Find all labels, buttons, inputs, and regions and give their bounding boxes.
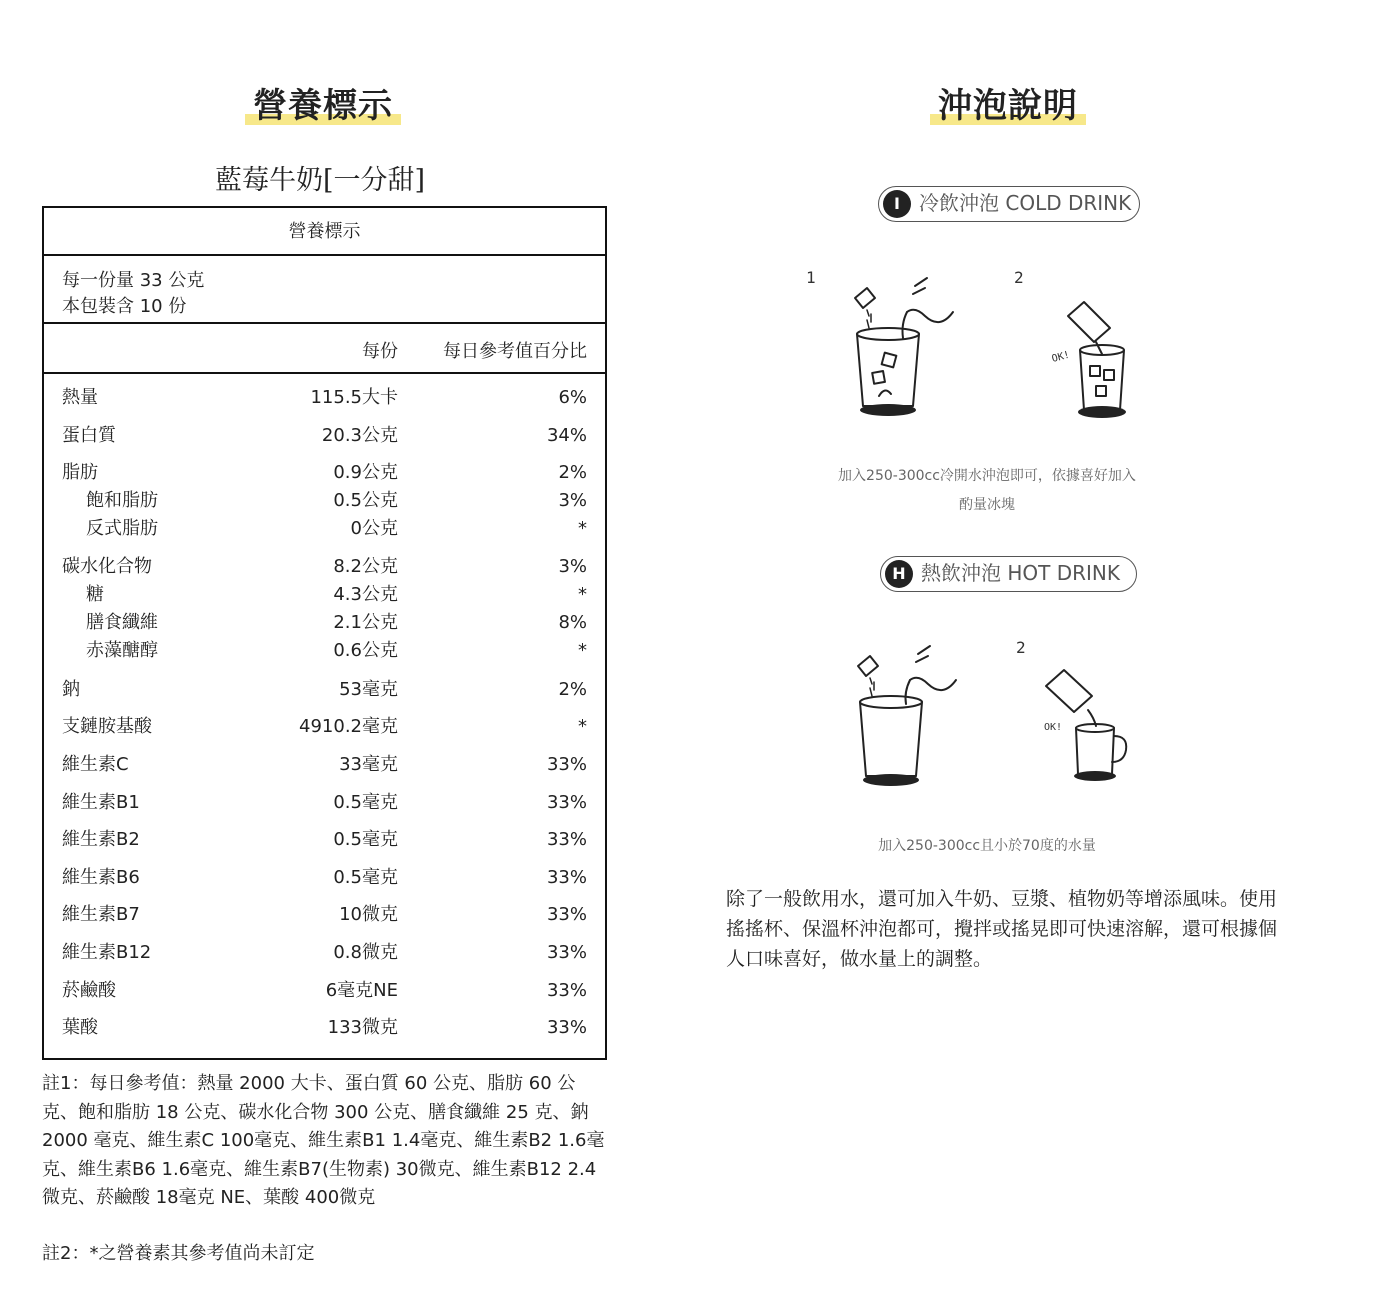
cold-step-1-number: 1 [806, 268, 816, 287]
nutrient-percent: * [578, 584, 587, 605]
hot-caption: 加入250-300cc且小於70度的水量 [878, 838, 1096, 854]
cold-pour-icon [845, 276, 965, 421]
hot-pour-icon [848, 648, 968, 793]
nutrient-value: 115.5大卡 [310, 387, 398, 408]
nutrient-value: 0公克 [350, 518, 398, 539]
table-row [44, 553, 605, 581]
cold-caption-line-1: 加入250-300cc冷開水沖泡即可，依據喜好加入 [838, 468, 1136, 484]
nutrient-name: 糖 [86, 584, 104, 605]
nutrient-name: 維生素B7 [62, 904, 140, 925]
nutrition-section-title [253, 78, 393, 127]
nutrient-value: 0.5毫克 [333, 867, 398, 888]
nutrient-name: 支鏈胺基酸 [62, 716, 152, 737]
nutrient-percent: 33% [546, 980, 587, 1001]
table-row [44, 901, 605, 929]
nutrient-percent: 33% [546, 1017, 587, 1038]
serving-info [44, 256, 605, 324]
nutrient-percent: 33% [546, 829, 587, 850]
nutrient-value: 8.2公克 [333, 556, 398, 577]
hot-drink-label [880, 556, 1137, 592]
col-daily-percent: 每日參考值百分比 [443, 341, 587, 362]
nutrient-value: 0.5毫克 [333, 829, 398, 850]
nutrient-name: 維生素C [62, 754, 129, 775]
table-row [44, 676, 605, 704]
col-per-serving: 每份 [362, 341, 398, 362]
nutrient-percent: 8% [558, 612, 587, 633]
nutrient-name: 脂肪 [62, 462, 98, 483]
nutrient-percent: 33% [546, 904, 587, 925]
hot-badge-icon: H [885, 560, 913, 588]
nutrient-percent: 33% [546, 754, 587, 775]
nutrient-name: 赤藻醣醇 [86, 640, 158, 661]
note-1: 註1：每日參考值：熱量 2000 大卡、蛋白質 60 公克、脂肪 60 公克、飽和脂肪 18 公克、碳水化合物 300 公克、膳食纖維 25 克、鈉 2000 毫克、維生素C 100毫克、維生素B1 1.4毫克、維生素B2 1.6毫克、維生素B6 1.6毫克、維生素B7(生物素) 30微克、維生素B12 2.4 微克、菸鹼酸 18毫克 NE、葉酸 400微克 [42, 1073, 605, 1208]
nutrient-percent: 3% [558, 556, 587, 577]
hot-stir-icon [1040, 666, 1140, 781]
nutrient-name: 維生素B2 [62, 829, 140, 850]
column-headers [44, 324, 605, 374]
table-row [44, 422, 605, 450]
nutrient-value: 0.8微克 [333, 942, 398, 963]
nutrition-title-text: 營養標示 [253, 86, 393, 126]
table-row [44, 864, 605, 892]
table-row [44, 637, 605, 665]
brewing-instructions: 除了一般飲用水，還可加入牛奶、豆漿、植物奶等增添風味。使用搖搖杯、保溫杯沖泡都可，攪拌或搖晃即可快速溶解，還可根據個人口味喜好，做水量上的調整。 [726, 888, 1278, 970]
nutrient-name: 膳食纖維 [86, 612, 158, 633]
table-row [44, 939, 605, 967]
nutrient-name: 碳水化合物 [62, 556, 152, 577]
nutrient-value: 2.1公克 [333, 612, 398, 633]
cold-badge-icon: I [883, 190, 911, 218]
nutrient-value: 0.9公克 [333, 462, 398, 483]
instructions-title-text: 沖泡說明 [938, 86, 1078, 126]
table-row [44, 751, 605, 779]
nutrient-value: 33毫克 [339, 754, 398, 775]
hot-step-2-number: 2 [1016, 638, 1026, 657]
nutrient-value: 53毫克 [339, 679, 398, 700]
serving-size: 每一份量 33 公克 [62, 270, 205, 291]
nutrient-value: 10微克 [339, 904, 398, 925]
table-row [44, 713, 605, 741]
nutrient-percent: 33% [546, 867, 587, 888]
servings-per-pack: 本包裝含 10 份 [62, 296, 187, 317]
table-row [44, 459, 605, 487]
nutrient-name: 維生素B1 [62, 792, 140, 813]
table-row [44, 581, 605, 609]
table-row [44, 1014, 605, 1042]
nutrient-value: 4910.2毫克 [299, 716, 398, 737]
table-row [44, 789, 605, 817]
cold-drink-text: 冷飲沖泡 COLD DRINK [919, 191, 1132, 215]
nutrient-name: 葉酸 [62, 1017, 98, 1038]
nutrient-percent: * [578, 640, 587, 661]
nutrient-percent: * [578, 716, 587, 737]
nutrient-name: 菸鹼酸 [62, 980, 116, 1001]
table-row [44, 515, 605, 543]
table-row [44, 487, 605, 515]
table-row [44, 384, 605, 412]
product-name: 藍莓牛奶[一分甜] [215, 165, 426, 196]
nutrient-name: 維生素B12 [62, 942, 152, 963]
nutrient-name: 飽和脂肪 [86, 490, 158, 511]
nutrient-percent: 6% [558, 387, 587, 408]
cold-caption-line-2: 酌量冰塊 [959, 497, 1015, 513]
nutrient-value: 6毫克NE [325, 980, 398, 1001]
cold-caption [820, 462, 1154, 520]
nutrient-percent: 33% [546, 942, 587, 963]
table-row [44, 977, 605, 1005]
cold-ok-text: OK! [1050, 349, 1072, 365]
nutrient-value: 0.5毫克 [333, 792, 398, 813]
cold-step-2-number: 2 [1014, 268, 1024, 287]
nutrient-percent: 33% [546, 792, 587, 813]
table-row [44, 609, 605, 637]
nutrient-percent: 34% [546, 425, 587, 446]
nutrient-percent: * [578, 518, 587, 539]
nutrient-name: 熱量 [62, 387, 98, 408]
nutrition-table [42, 206, 607, 1060]
nutrient-percent: 2% [558, 462, 587, 483]
nutrient-percent: 2% [558, 679, 587, 700]
nutrient-value: 4.3公克 [333, 584, 398, 605]
note-2: 註2：*之營養素其參考值尚未訂定 [42, 1243, 315, 1264]
nutrient-value: 0.6公克 [333, 640, 398, 661]
nutrient-name: 反式脂肪 [86, 518, 158, 539]
cold-drink-label [878, 186, 1140, 222]
nutrient-percent: 3% [558, 490, 587, 511]
nutrient-name: 鈉 [62, 679, 80, 700]
nutrient-name: 維生素B6 [62, 867, 140, 888]
nutrient-value: 0.5公克 [333, 490, 398, 511]
hot-ok-text: OK! [1044, 722, 1063, 733]
table-row [44, 826, 605, 854]
hot-drink-text: 熱飲沖泡 HOT DRINK [921, 561, 1120, 585]
nutrient-value: 133微克 [327, 1017, 398, 1038]
nutrient-value: 20.3公克 [321, 425, 398, 446]
instructions-section-title [938, 78, 1078, 127]
cold-shake-icon [1050, 298, 1140, 423]
table-header: 營養標示 [44, 208, 605, 256]
nutrient-name: 蛋白質 [62, 425, 116, 446]
